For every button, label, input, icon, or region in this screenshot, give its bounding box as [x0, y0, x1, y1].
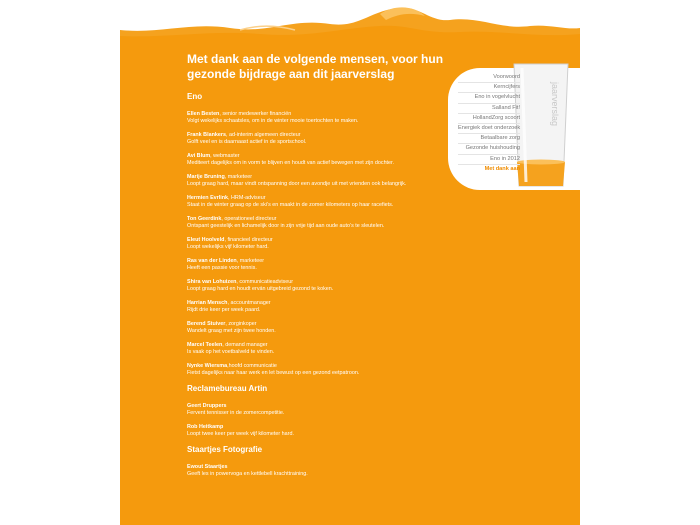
person-role: , demand manager — [222, 342, 268, 348]
person-entry — [187, 321, 457, 335]
person-description: Loopt wekelijks vijf kilometer hard. — [187, 244, 269, 250]
person-role: ,hoofd communicatie — [227, 363, 277, 369]
person-role: , webmaster — [210, 153, 240, 159]
section-heading: Eno — [187, 92, 203, 101]
person-role: , marketeer — [224, 174, 253, 180]
person-entry — [187, 279, 457, 293]
orange-splash-header — [120, 0, 580, 48]
person-name: Hermien Evrlink — [187, 195, 229, 201]
person-role: , accountmanager — [227, 300, 271, 306]
person-entry — [187, 111, 457, 125]
person-name: Eleut Hoolveld — [187, 237, 225, 243]
person-description: Wandelt graag met zijn twee honden. — [187, 328, 276, 334]
person-entry — [187, 424, 457, 438]
nav-item[interactable]: Salland Fit! — [458, 104, 520, 114]
nav-item[interactable]: Energiek doet onderzoek — [458, 124, 520, 134]
person-entry — [187, 258, 457, 272]
person-name: Marije Bruning — [187, 174, 225, 180]
credits-section — [187, 384, 457, 438]
person-entry — [187, 132, 457, 146]
person-description: Loopt graag hard, maar vindt ontspanning door een avondje uit met vrienden ook belangrijk. — [187, 181, 407, 187]
nav-item[interactable]: Eno in vogelvlucht — [458, 93, 520, 103]
person-name: Rob Heitkamp — [187, 424, 224, 430]
chapter-nav — [458, 73, 520, 174]
person-entry — [187, 216, 457, 230]
nav-item[interactable]: Betaalbare zorg — [458, 134, 520, 144]
person-name: Ellen Besten — [187, 111, 220, 117]
person-name: Ewout Staartjes — [187, 464, 228, 470]
person-role: , financieel directeur — [224, 237, 273, 243]
credits-section — [187, 445, 457, 478]
person-description: Volgt wekelijks schaatsles, om in de winter mooie toertochten te maken. — [187, 118, 359, 124]
person-name: Frank Blankers — [187, 132, 226, 138]
person-name: Ton Geerdink — [187, 216, 222, 222]
nav-item[interactable]: Met dank aan — [484, 165, 520, 172]
person-role: , ad-interim algemeen directeur — [225, 132, 301, 138]
person-name: Nynke Wiersma — [187, 363, 228, 369]
person-entry — [187, 195, 457, 209]
person-entry — [187, 363, 457, 377]
person-name: Ras van der Linden — [187, 258, 237, 264]
person-name: Avi Blum — [187, 153, 211, 159]
person-description: Staat in de winter graag op de ski’s en maakt in de zomer kilometers op haar racefiets. — [187, 202, 394, 208]
person-description: Loopt graag hard en houdt erván uitgebreid gezond te koken. — [187, 286, 334, 292]
nav-item[interactable]: Gezonde huishouding — [458, 144, 520, 154]
person-name: Berend Stuiver — [187, 321, 226, 327]
person-name: Shira van Lohuizen — [187, 279, 237, 285]
person-description: Mediteert dagelijks om in vorm te blijven en houdt van actief bewegen met zijn dochter. — [187, 160, 395, 166]
page-title: Met dank aan de volgende mensen, voor hun gezonde bijdrage aan dit jaarverslag — [187, 52, 444, 81]
section-heading: Staartjes Fotografie — [187, 445, 263, 454]
nav-item[interactable]: Eno in 2012 — [458, 155, 520, 165]
main-content — [187, 52, 457, 485]
person-description: Golft veel en is daarnaast actief in de sportschool. — [187, 139, 307, 145]
section-heading: Reclamebureau Artin — [187, 384, 268, 393]
person-name: Geert Druppers — [187, 403, 227, 409]
person-description: Fervent tennisser in de zomercompetitie. — [187, 410, 285, 416]
person-description: Loopt twee keer per week vijf kilometer hard. — [187, 431, 294, 437]
glass-label: jaarverslag — [550, 82, 560, 127]
person-role: , communicatieadviseur — [236, 279, 294, 285]
credits-sections — [187, 92, 457, 478]
person-description: Fietst dagelijks naar haar werk en let bewust op een gezond eetpatroon. — [187, 370, 360, 376]
person-role: , operationeel directeur — [221, 216, 277, 222]
nav-item[interactable]: Kerncijfers — [458, 83, 520, 93]
person-role: , HRM-adviseur — [228, 195, 266, 201]
person-entry — [187, 153, 457, 167]
person-description: Is vaak op het voetbalveld te vinden. — [187, 349, 275, 355]
person-role: , marketeer — [236, 258, 264, 264]
person-name: Marcel Teelen — [187, 342, 223, 348]
page-background — [120, 0, 580, 525]
person-entry — [187, 342, 457, 356]
person-description: Geeft les in powervoga en kettlebell krachttraining. — [187, 471, 308, 477]
person-entry — [187, 300, 457, 314]
nav-item[interactable]: HollandZorg scoort — [458, 114, 520, 124]
person-entry — [187, 403, 457, 417]
person-description: Rijdt drie keer per week paard. — [187, 307, 261, 313]
person-name: Harrian Mensch — [187, 300, 228, 306]
person-entry — [187, 464, 457, 478]
person-description: Ontspant geestelijk en lichamelijk door in zijn vrije tijd aan oude auto’s te sleutelen. — [187, 223, 385, 229]
person-entry — [187, 237, 457, 251]
person-entry — [187, 174, 457, 188]
person-role: , zorginkoper — [225, 321, 257, 327]
credits-section — [187, 92, 457, 377]
person-role: , senior medewerker financiën — [219, 111, 292, 117]
nav-item[interactable]: Voorwoord — [458, 73, 520, 83]
person-description: Heeft een passie voor tennis. — [187, 265, 257, 271]
